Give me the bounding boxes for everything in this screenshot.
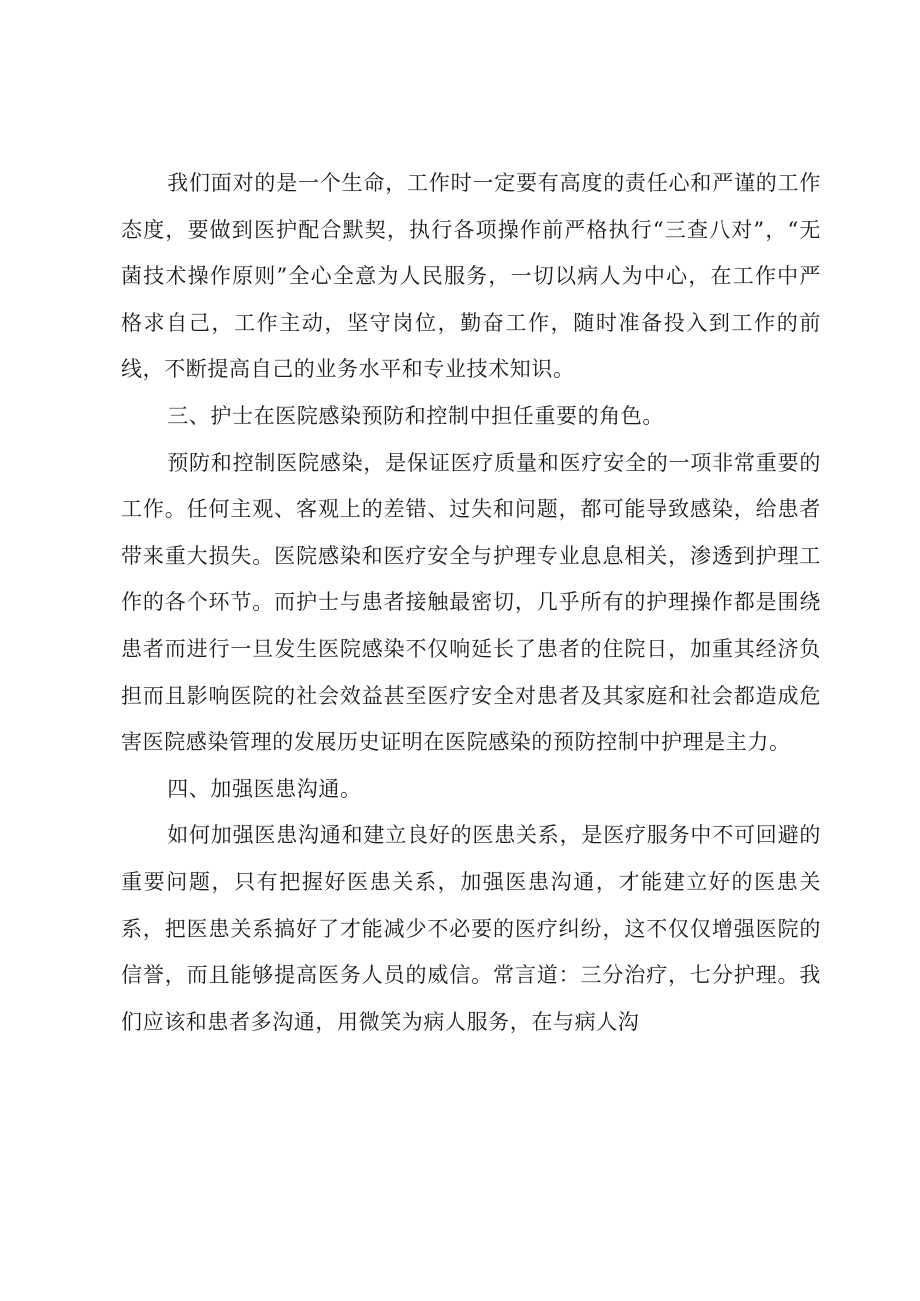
section-heading-communication: 四、加强医患沟通。 xyxy=(167,776,362,801)
paragraph-dedication: 我们面对的是一个生命，工作时一定要有高度的责任心和严谨的工作态度，要做到医护配合默契，执行各项操作前严格执行“三查八对”，“无菌技术操作原则”全心全意为人民服务，一切以病人为中心，在工作中严格求自己，工作主动，坚守岗位，勤奋工作，随时准备投入到工作的前线，不断提高自己的业务水平和专业技术知识。 xyxy=(121,171,821,382)
document-body xyxy=(121,160,821,1045)
section-heading-infection-control: 三、护士在医院感染预防和控制中担任重要的角色。 xyxy=(167,403,664,428)
paragraph-communication: 如何加强医患沟通和建立良好的医患关系，是医疗服务中不可回避的重要问题，只有把握好医患关系，加强医患沟通，才能建立好的医患关系，把医患关系搞好了才能减少不必要的医疗纠纷，这不仅仅增强医院的信誉，而且能够提高医务人员的威信。常言道：三分治疗，七分护理。我们应该和患者多沟通，用微笑为病人服务，在与病人沟 xyxy=(121,823,821,1034)
paragraph-infection-control: 预防和控制医院感染，是保证医疗质量和医疗安全的一项非常重要的工作。任何主观、客观上的差错、过失和问题，都可能导致感染，给患者带来重大损失。医院感染和医疗安全与护理专业息息相关，渗透到护理工作的各个环节。而护士与患者接触最密切，几乎所有的护理操作都是围绕患者而进行一旦发生医院感染不仅响延长了患者的住院日，加重其经济负担而且影响医院的社会效益甚至医疗安全对患者及其家庭和社会都造成危害医院感染管理的发展历史证明在医院感染的预防控制中护理是主力。 xyxy=(121,450,821,755)
